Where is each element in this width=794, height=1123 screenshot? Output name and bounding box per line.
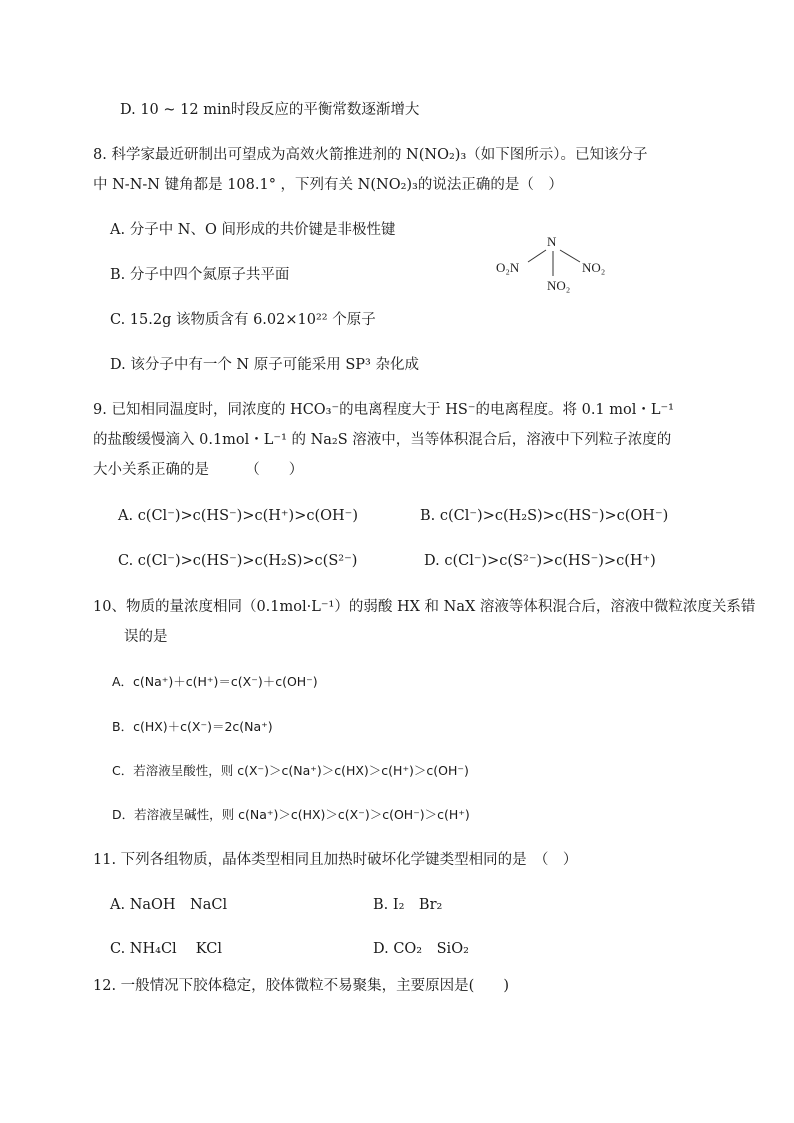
- q8-stem-line2: 中 N-N-N 键角都是 108.1° ，下列有关 N(NO₂)₃的说法正确的是（ ）: [93, 177, 563, 193]
- bond-left: [528, 250, 546, 262]
- q9-option-a: A. c(Cl⁻)>c(HS⁻)>c(H⁺)>c(OH⁻): [118, 508, 358, 524]
- q9-stem-line1: 9. 已知相同温度时，同浓度的 HCO₃⁻的电离程度大于 HS⁻的电离程度。将 0.1 mol・L⁻¹: [93, 402, 674, 418]
- q8-stem-line1: 8. 科学家最近研制出可望成为高效火箭推进剂的 N(NO₂)₃（如下图所示）。已知该分子: [93, 147, 648, 163]
- q11-option-c: C. NH₄Cl KCl: [110, 941, 222, 957]
- q11-option-b: B. I₂ Br₂: [373, 897, 443, 913]
- q9-option-b: B. c(Cl⁻)>c(H₂S)>c(HS⁻)>c(OH⁻): [420, 508, 669, 524]
- q11-stem: 11. 下列各组物质，晶体类型相同且加热时破坏化学键类型相同的是 （ ）: [93, 852, 578, 868]
- q8-option-d: D. 该分子中有一个 N 原子可能采用 SP³ 杂化成: [110, 357, 419, 373]
- q9-stem-line2: 的盐酸缓慢滴入 0.1mol・L⁻¹ 的 Na₂S 溶液中，当等体积混合后，溶液中下列粒子浓度的: [93, 432, 672, 448]
- q8-option-c: C. 15.2g 该物质含有 6.02×10²² 个原子: [110, 312, 376, 328]
- q9-option-c: C. c(Cl⁻)>c(HS⁻)>c(H₂S)>c(S²⁻): [118, 553, 358, 569]
- q10-stem-line2: 误的是: [124, 629, 168, 645]
- q7-option-d: D. 10 ~ 12 min时段反应的平衡常数逐渐增大: [120, 102, 420, 118]
- left-no2-label: O₂N: [496, 260, 520, 275]
- bond-right: [560, 250, 580, 262]
- q10-option-c: C．若溶液呈酸性，则 c(X⁻)＞c(Na⁺)＞c(HX)＞c(H⁺)＞c(OH⁻): [112, 763, 469, 778]
- q9-option-d: D. c(Cl⁻)>c(S²⁻)>c(HS⁻)>c(H⁺): [424, 553, 656, 569]
- center-nitrogen-label: N: [547, 234, 557, 249]
- q10-option-a: A．c(Na⁺)＋c(H⁺)＝c(X⁻)＋c(OH⁻): [112, 674, 318, 689]
- q11-option-d: D. CO₂ SiO₂: [373, 941, 469, 957]
- q11-option-a: A. NaOH NaCl: [110, 897, 228, 913]
- q12-stem: 12. 一般情况下胶体稳定，胶体微粒不易聚集，主要原因是( ): [93, 978, 509, 994]
- bottom-no2-label: NO₂: [547, 278, 571, 293]
- q10-option-b: B．c(HX)＋c(X⁻)＝2c(Na⁺): [112, 719, 273, 734]
- right-no2-label: NO₂: [582, 260, 606, 275]
- molecule-figure: [490, 224, 620, 302]
- q10-option-d: D．若溶液呈碱性，则 c(Na⁺)＞c(HX)＞c(X⁻)＞c(OH⁻)＞c(H⁺): [112, 807, 470, 822]
- q9-stem-line3: 大小关系正确的是 （ ）: [93, 462, 304, 478]
- q10-stem-line1: 10、物质的量浓度相同（0.1mol·L⁻¹）的弱酸 HX 和 NaX 溶液等体积混合后，溶液中微粒浓度关系错: [93, 599, 756, 615]
- q8-option-b: B. 分子中四个氮原子共平面: [110, 267, 290, 283]
- q8-option-a: A. 分子中 N、O 间形成的共价键是非极性键: [110, 222, 396, 238]
